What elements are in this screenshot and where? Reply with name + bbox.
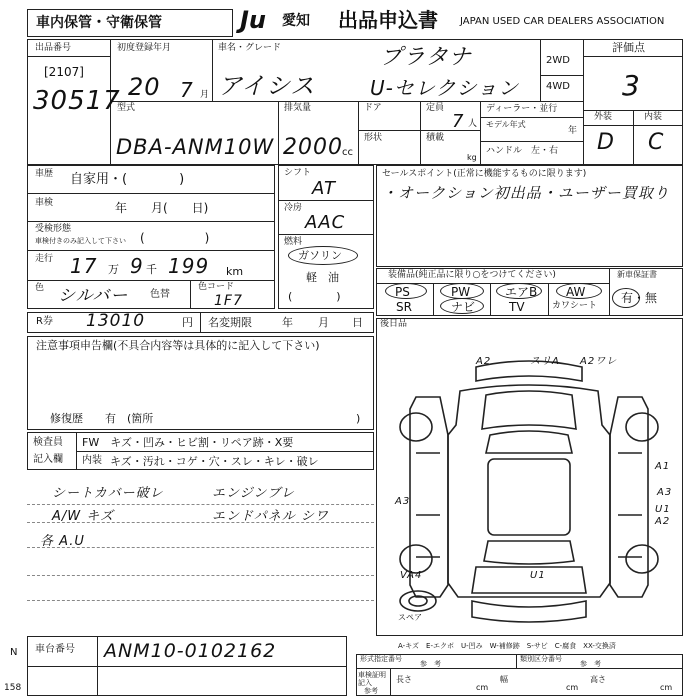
fuel-label: 燃料 xyxy=(284,237,303,247)
recycle-value: 13010 xyxy=(86,311,146,331)
first-reg-month: 7 xyxy=(180,78,194,102)
receipt-label: 受検形態 xyxy=(35,224,72,234)
notes-label: 注意事項申告欄(不具合内容等は具体的に記入して下さい) xyxy=(36,339,320,352)
inspector-note-5: 各 A.U xyxy=(40,534,85,549)
equipment-label: 装備品(純正品に限り○をつけてください) xyxy=(388,270,556,280)
mark-a2-crack: A2ワレ xyxy=(580,356,618,367)
color-change-label: 色替 xyxy=(150,289,170,300)
displacement-value: 2000 xyxy=(283,135,343,160)
mileage-man: 17 xyxy=(70,254,98,278)
shift-label: シフト xyxy=(284,168,312,178)
chassis-value: ANM10-0102162 xyxy=(104,640,277,662)
equip-navi: ナビ xyxy=(451,300,476,314)
receipt-value: ( ) xyxy=(140,231,210,245)
mark-a3-left: A3 xyxy=(395,496,411,507)
equip-tv: TV xyxy=(509,300,525,314)
name-change-year: 年 xyxy=(282,316,293,329)
load-unit: kg xyxy=(467,153,477,162)
damage-legend: A-キズ E-エクボ U-凹み W-補修跡 S-サビ C-腐食 XX-交換済 xyxy=(398,642,616,650)
category-number-label: 類別区分番号 xyxy=(520,655,562,663)
lot-label: 出品番号 xyxy=(35,43,72,53)
inspector-line-2: キズ・汚れ・コゲ・穴・スレ・キレ・破レ xyxy=(110,455,319,468)
sales-point-block xyxy=(376,165,683,267)
ju-logo: Ju xyxy=(240,6,267,34)
recycle-label: R券 xyxy=(36,316,53,327)
first-reg-month-unit: 月 xyxy=(200,90,210,100)
inspection-label: 車検 xyxy=(35,198,54,208)
equip-ps: PS xyxy=(395,285,410,299)
certificate-label: 車検証明記入 xyxy=(358,671,386,687)
car-name: アイシス xyxy=(218,72,316,100)
designated-number-label: 形式指定番号 xyxy=(360,655,402,663)
rear-item-label: 後日品 xyxy=(380,319,408,329)
length-label: 長さ xyxy=(396,675,412,684)
association-name: JAPAN USED CAR DEALERS ASSOCIATION xyxy=(460,16,665,27)
inspector-interior-label: 内装 xyxy=(82,455,102,466)
interior-rating: C xyxy=(648,130,665,155)
mark-scratch-a: スリA xyxy=(530,356,560,367)
mileage-rest: 199 xyxy=(168,254,210,278)
capacity-unit: 人 xyxy=(468,119,478,129)
color-label: 色 xyxy=(35,283,45,293)
mileage-sen: 9 xyxy=(130,254,144,278)
mark-a2-right: A2 xyxy=(655,516,671,527)
spare-label: スペア xyxy=(398,613,422,622)
inspector-label-2: 記入欄 xyxy=(33,454,63,465)
new-car-warranty-label: 新車保証書 xyxy=(617,270,657,279)
mileage-label: 走行 xyxy=(35,254,54,264)
length-unit: cm xyxy=(476,683,489,692)
category-sub: 参 考 xyxy=(580,660,601,668)
name-change-month: 月 xyxy=(318,316,329,329)
rating-value: 3 xyxy=(622,69,641,102)
repair-history-close: ) xyxy=(356,412,361,425)
fuel-gasoline: ガソリン xyxy=(298,249,342,262)
dealer-line: ディーラー・並行 xyxy=(486,104,558,114)
mark-a3-right: A3 xyxy=(657,487,673,498)
designated-sub: 参 考 xyxy=(420,660,441,668)
mark-va4: VA4 xyxy=(400,570,423,581)
certificate-sub: 参考 xyxy=(364,687,378,695)
car-name-label: 車名・グレード xyxy=(218,43,282,53)
margin-mark-number: 158 xyxy=(4,683,22,693)
model-year-unit: 年 xyxy=(568,126,578,136)
interior-label: 内装 xyxy=(644,112,663,122)
margin-mark-n: N xyxy=(10,647,18,658)
storage-box xyxy=(27,9,233,37)
shift-value: AT xyxy=(312,178,336,199)
inspector-note-3: A/W キズ xyxy=(52,509,114,524)
lot-sub: [2107] xyxy=(44,65,84,79)
grade-1: プラタナ xyxy=(380,45,472,70)
height-label: 高さ xyxy=(590,675,606,684)
exterior-rating: D xyxy=(597,130,615,155)
sales-point-text: ・オークション初出品・ユーザー買取り xyxy=(382,184,670,202)
org-name: 愛知 xyxy=(282,13,310,29)
inspector-label-1: 検査員 xyxy=(33,437,63,448)
rating-label: 評価点 xyxy=(612,41,645,54)
fuel-other: ( ) xyxy=(288,290,341,303)
inspection-value: 年 月( 日) xyxy=(115,201,209,215)
load-label: 積載 xyxy=(426,133,445,143)
equip-pw: PW xyxy=(451,285,471,299)
aircon-value: AAC xyxy=(305,212,346,233)
capacity-value: 7 xyxy=(452,111,465,132)
capacity-label: 定員 xyxy=(426,103,445,113)
inspector-note-2: エンジンブレ xyxy=(212,486,295,501)
mileage-sen-unit: 千 xyxy=(146,263,157,276)
width-unit: cm xyxy=(566,683,579,692)
model-label: 型式 xyxy=(117,103,136,113)
mark-u1-rear: U1 xyxy=(530,570,546,581)
color-code-label: 色コード xyxy=(198,282,235,292)
displacement-unit: cc xyxy=(342,147,353,158)
mileage-man-unit: 万 xyxy=(108,263,119,276)
mileage-unit: km xyxy=(226,265,244,278)
aircon-label: 冷房 xyxy=(284,203,303,213)
displacement-label: 排気量 xyxy=(284,103,312,113)
name-change-label: 名変期限 xyxy=(208,316,252,329)
storage-label: 車内保管・守衛保管 xyxy=(36,15,162,31)
history-value: 自家用・( ) xyxy=(70,172,185,187)
inspector-note-1: シートカバー破レ xyxy=(52,486,164,501)
height-unit: cm xyxy=(660,683,673,692)
equip-sr: SR xyxy=(396,300,412,314)
shape-label: 形状 xyxy=(364,133,383,143)
form-title: 出品申込書 xyxy=(338,8,438,32)
width-label: 幅 xyxy=(500,675,508,684)
recycle-unit: 円 xyxy=(182,316,193,329)
receipt-note: 車検付きのみ記入して下さい xyxy=(35,237,126,245)
exterior-label: 外装 xyxy=(594,112,613,122)
inspector-line-1: FW キズ・凹み・ヒビ割・リペア跡・X要 xyxy=(82,436,294,449)
inspector-note-4: エンドパネル シワ xyxy=(212,509,329,524)
model-year-label: モデル年式 xyxy=(486,120,526,129)
repair-history-label: 修復歴 有 (箇所 xyxy=(50,412,154,425)
chassis-label: 車台番号 xyxy=(35,644,75,655)
doors-label: ドア xyxy=(364,103,382,113)
first-reg-year: 20 xyxy=(128,73,161,101)
history-label: 車歴 xyxy=(35,169,54,179)
lot-number: 30517 xyxy=(33,86,121,116)
mark-a2-front-left: A2 xyxy=(476,356,492,367)
grade-2: U-セレクション xyxy=(370,76,520,100)
name-change-day: 日 xyxy=(352,316,363,329)
color-value: シルバー xyxy=(58,286,129,306)
fuel-diesel: 軽 油 xyxy=(306,271,339,284)
drive-4wd: 4WD xyxy=(546,81,570,92)
equip-airbag: エアB xyxy=(505,285,538,299)
new-car-warranty-value: 有・無 xyxy=(621,291,658,305)
model-value: DBA-ANM10W xyxy=(116,135,275,159)
equip-aw: AW xyxy=(566,285,586,299)
sales-point-label: セールスポイント(正常に機能するものに限ります) xyxy=(382,169,587,179)
drive-2wd: 2WD xyxy=(546,55,570,66)
car-damage-diagram xyxy=(376,335,683,635)
color-code: 1F7 xyxy=(214,293,243,309)
first-reg-label: 初度登録年月 xyxy=(117,43,172,53)
mark-a1: A1 xyxy=(655,461,671,472)
mark-u1-right: U1 xyxy=(655,504,671,515)
handle-label: ハンドル 左・右 xyxy=(486,146,559,156)
equip-power-seat: カワシート xyxy=(552,301,598,311)
